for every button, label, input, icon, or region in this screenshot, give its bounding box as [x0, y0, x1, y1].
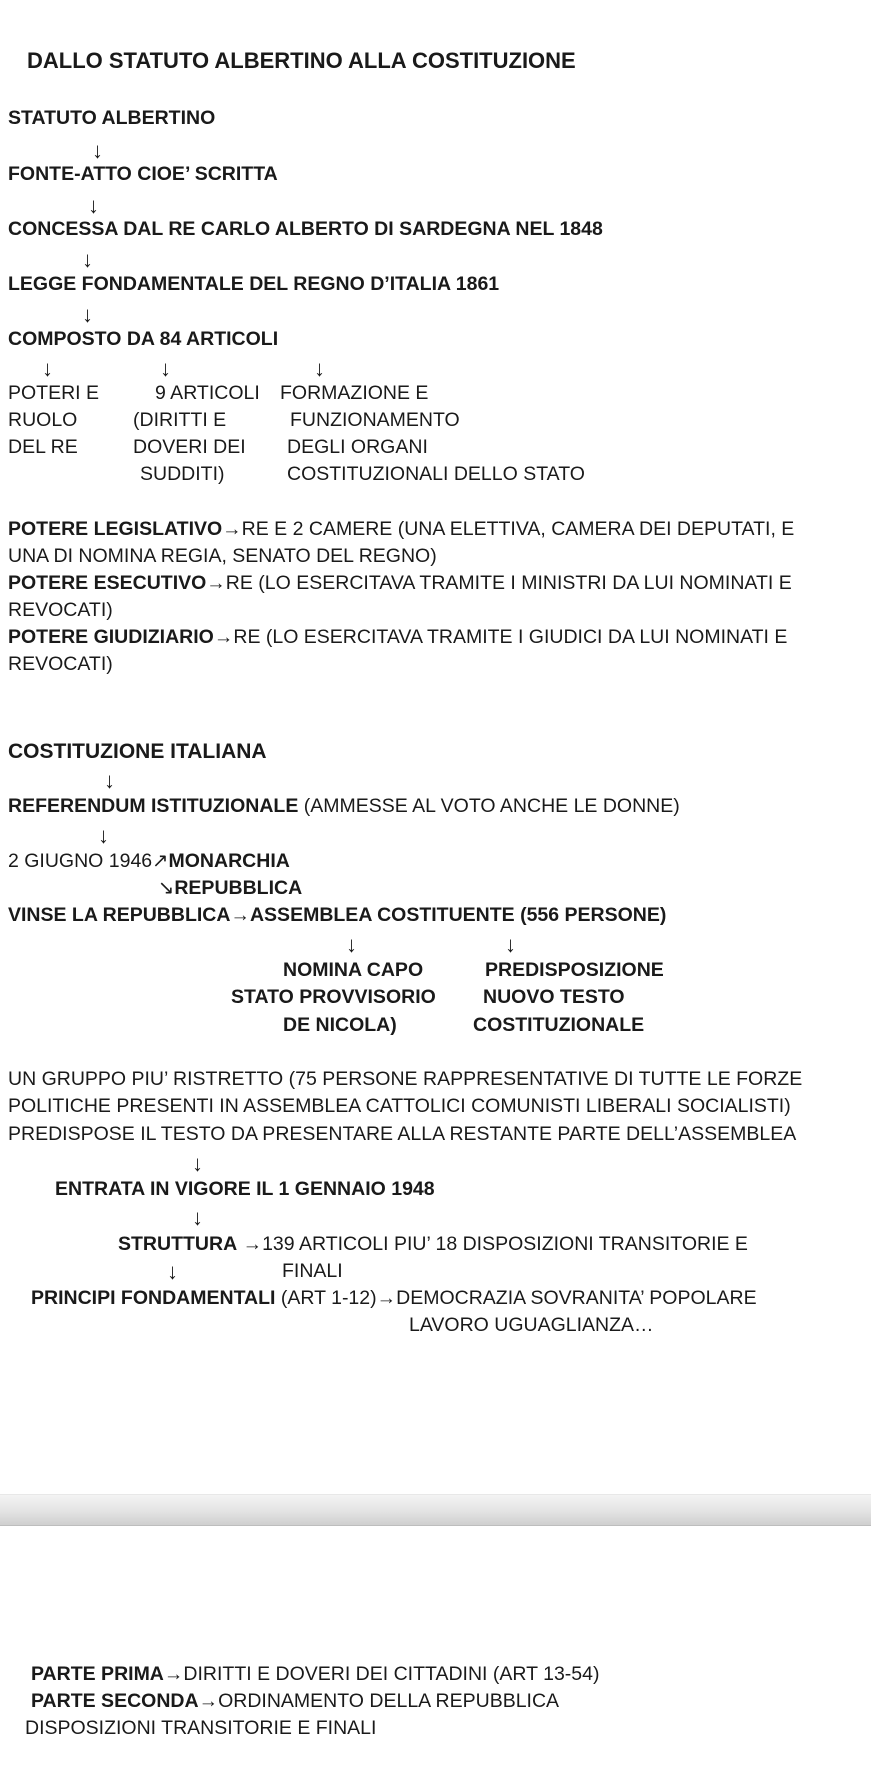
statuto-chain-1: FONTE-ATTO CIOE’ SCRITTA [8, 163, 278, 185]
entry-line: ENTRATA IN VIGORE IL 1 GENNAIO 1948 [55, 1178, 435, 1200]
branch-organi-line: FORMAZIONE E [280, 382, 429, 404]
assembly-branch-testo: NUOVO TESTO [483, 986, 625, 1008]
down-arrow-icon: ↓ [192, 1151, 203, 1176]
up-right-arrow-icon: ↗ [152, 850, 169, 872]
branch-organi-line: FUNZIONAMENTO [290, 409, 460, 431]
paragraph-line: POLITICHE PRESENTI IN ASSEMBLEA CATTOLICI COMUNISTI LIBERALI SOCIALISTI) [8, 1095, 791, 1117]
branch-organi-line: DEGLI ORGANI [287, 436, 428, 458]
right-arrow-icon: → [163, 1663, 184, 1685]
right-arrow-icon: → [242, 1233, 263, 1255]
referendum-line: REFERENDUM ISTITUZIONALE (AMMESSE AL VOTO ANCHE LE DONNE) [8, 795, 680, 817]
power-legislativo-cont: UNA DI NOMINA REGIA, SENATO DEL REGNO) [8, 545, 437, 567]
right-arrow-icon: → [206, 572, 226, 594]
assembly-branch-capo: NOMINA CAPO [283, 959, 424, 981]
assembly-branch-testo: PREDISPOSIZIONE [485, 959, 664, 981]
part-prima: PARTE PRIMA→DIRITTI E DOVERI DEI CITTADINI (ART 13-54) [31, 1663, 600, 1685]
statuto-chain-2: CONCESSA DAL RE CARLO ALBERTO DI SARDEGNA NEL 1848 [8, 218, 603, 240]
branch-poteri-line: DEL RE [8, 436, 78, 458]
statuto-chain-3: LEGGE FONDAMENTALE DEL REGNO D’ITALIA 1861 [8, 273, 500, 295]
assembly-branch-capo: STATO PROVVISORIO [231, 986, 436, 1008]
branch-articoli-line: DOVERI DEI [133, 436, 246, 458]
costituzione-heading: COSTITUZIONE ITALIANA [8, 740, 267, 763]
structure-line-cont: FINALI [282, 1260, 343, 1282]
structure-line: STRUTTURA →139 ARTICOLI PIU’ 18 DISPOSIZIONI TRANSITORIE E [118, 1233, 748, 1255]
paragraph-line: PREDISPOSE IL TESTO DA PRESENTARE ALLA RESTANTE PARTE DELL’ASSEMBLEA [8, 1123, 797, 1145]
down-arrow-icon: ↓ [167, 1259, 178, 1284]
statuto-heading: STATUTO ALBERTINO [8, 107, 216, 129]
branch-poteri-line: POTERI E [8, 382, 100, 404]
principles-line: PRINCIPI FONDAMENTALI (ART 1-12)→DEMOCRAZIA SOVRANITA’ POPOLARE [31, 1287, 757, 1309]
down-arrow-icon: ↓ [314, 356, 325, 381]
power-esecutivo-cont: REVOCATI) [8, 599, 113, 621]
paragraph-line: UN GRUPPO PIU’ RISTRETTO (75 PERSONE RAPPRESENTATIVE DI TUTTE LE FORZE [8, 1068, 803, 1090]
down-arrow-icon: ↓ [346, 932, 357, 957]
branch-articoli-line: (DIRITTI E [133, 409, 227, 431]
branch-organi-line: COSTITUZIONALI DELLO STATO [287, 463, 585, 485]
down-arrow-icon: ↓ [98, 823, 109, 848]
result-line: VINSE LA REPUBBLICA→ASSEMBLEA COSTITUENTE (556 PERSONE) [8, 904, 667, 926]
down-arrow-icon: ↓ [82, 302, 93, 327]
right-arrow-icon: → [222, 518, 242, 540]
branch-poteri-line: RUOLO [8, 409, 78, 431]
down-arrow-icon: ↓ [192, 1205, 203, 1230]
down-arrow-icon: ↓ [92, 138, 103, 163]
principles-line-cont: LAVORO UGUAGLIANZA… [409, 1314, 654, 1336]
right-arrow-icon: → [213, 626, 234, 648]
power-giudiziario-cont: REVOCATI) [8, 653, 113, 675]
right-arrow-icon: → [230, 904, 250, 926]
right-arrow-icon: → [198, 1690, 219, 1712]
down-arrow-icon: ↓ [88, 193, 99, 218]
power-legislativo: POTERE LEGISLATIVO→RE E 2 CAMERE (UNA ELETTIVA, CAMERA DEI DEPUTATI, E [8, 518, 795, 540]
power-esecutivo: POTERE ESECUTIVO→RE (LO ESERCITAVA TRAMITE I MINISTRI DA LUI NOMINATI E [8, 572, 792, 594]
right-arrow-icon: → [376, 1287, 397, 1309]
down-arrow-icon: ↓ [104, 768, 115, 793]
down-arrow-icon: ↓ [505, 932, 516, 957]
vote-date-line: 2 GIUGNO 1946↗MONARCHIA [8, 850, 290, 872]
assembly-branch-testo: COSTITUZIONALE [473, 1014, 645, 1036]
page-divider [0, 1494, 871, 1526]
branch-articoli-line: SUDDITI) [140, 463, 225, 485]
vote-option-repubblica: ↘REPUBBLICA [158, 877, 303, 899]
power-giudiziario: POTERE GIUDIZIARIO→RE (LO ESERCITAVA TRAMITE I GIUDICI DA LUI NOMINATI E [8, 626, 788, 648]
assembly-branch-capo: DE NICOLA) [283, 1014, 397, 1036]
down-right-arrow-icon: ↘ [158, 877, 175, 899]
down-arrow-icon: ↓ [160, 356, 171, 381]
page-title: DALLO STATUTO ALBERTINO ALLA COSTITUZIONE [27, 48, 576, 73]
final-dispositions: DISPOSIZIONI TRANSITORIE E FINALI [25, 1717, 377, 1739]
part-seconda: PARTE SECONDA→ORDINAMENTO DELLA REPUBBLICA [31, 1690, 560, 1712]
down-arrow-icon: ↓ [82, 247, 93, 272]
down-arrow-icon: ↓ [42, 356, 53, 381]
statuto-chain-4: COMPOSTO DA 84 ARTICOLI [8, 328, 279, 350]
branch-articoli-line: 9 ARTICOLI [155, 382, 260, 404]
